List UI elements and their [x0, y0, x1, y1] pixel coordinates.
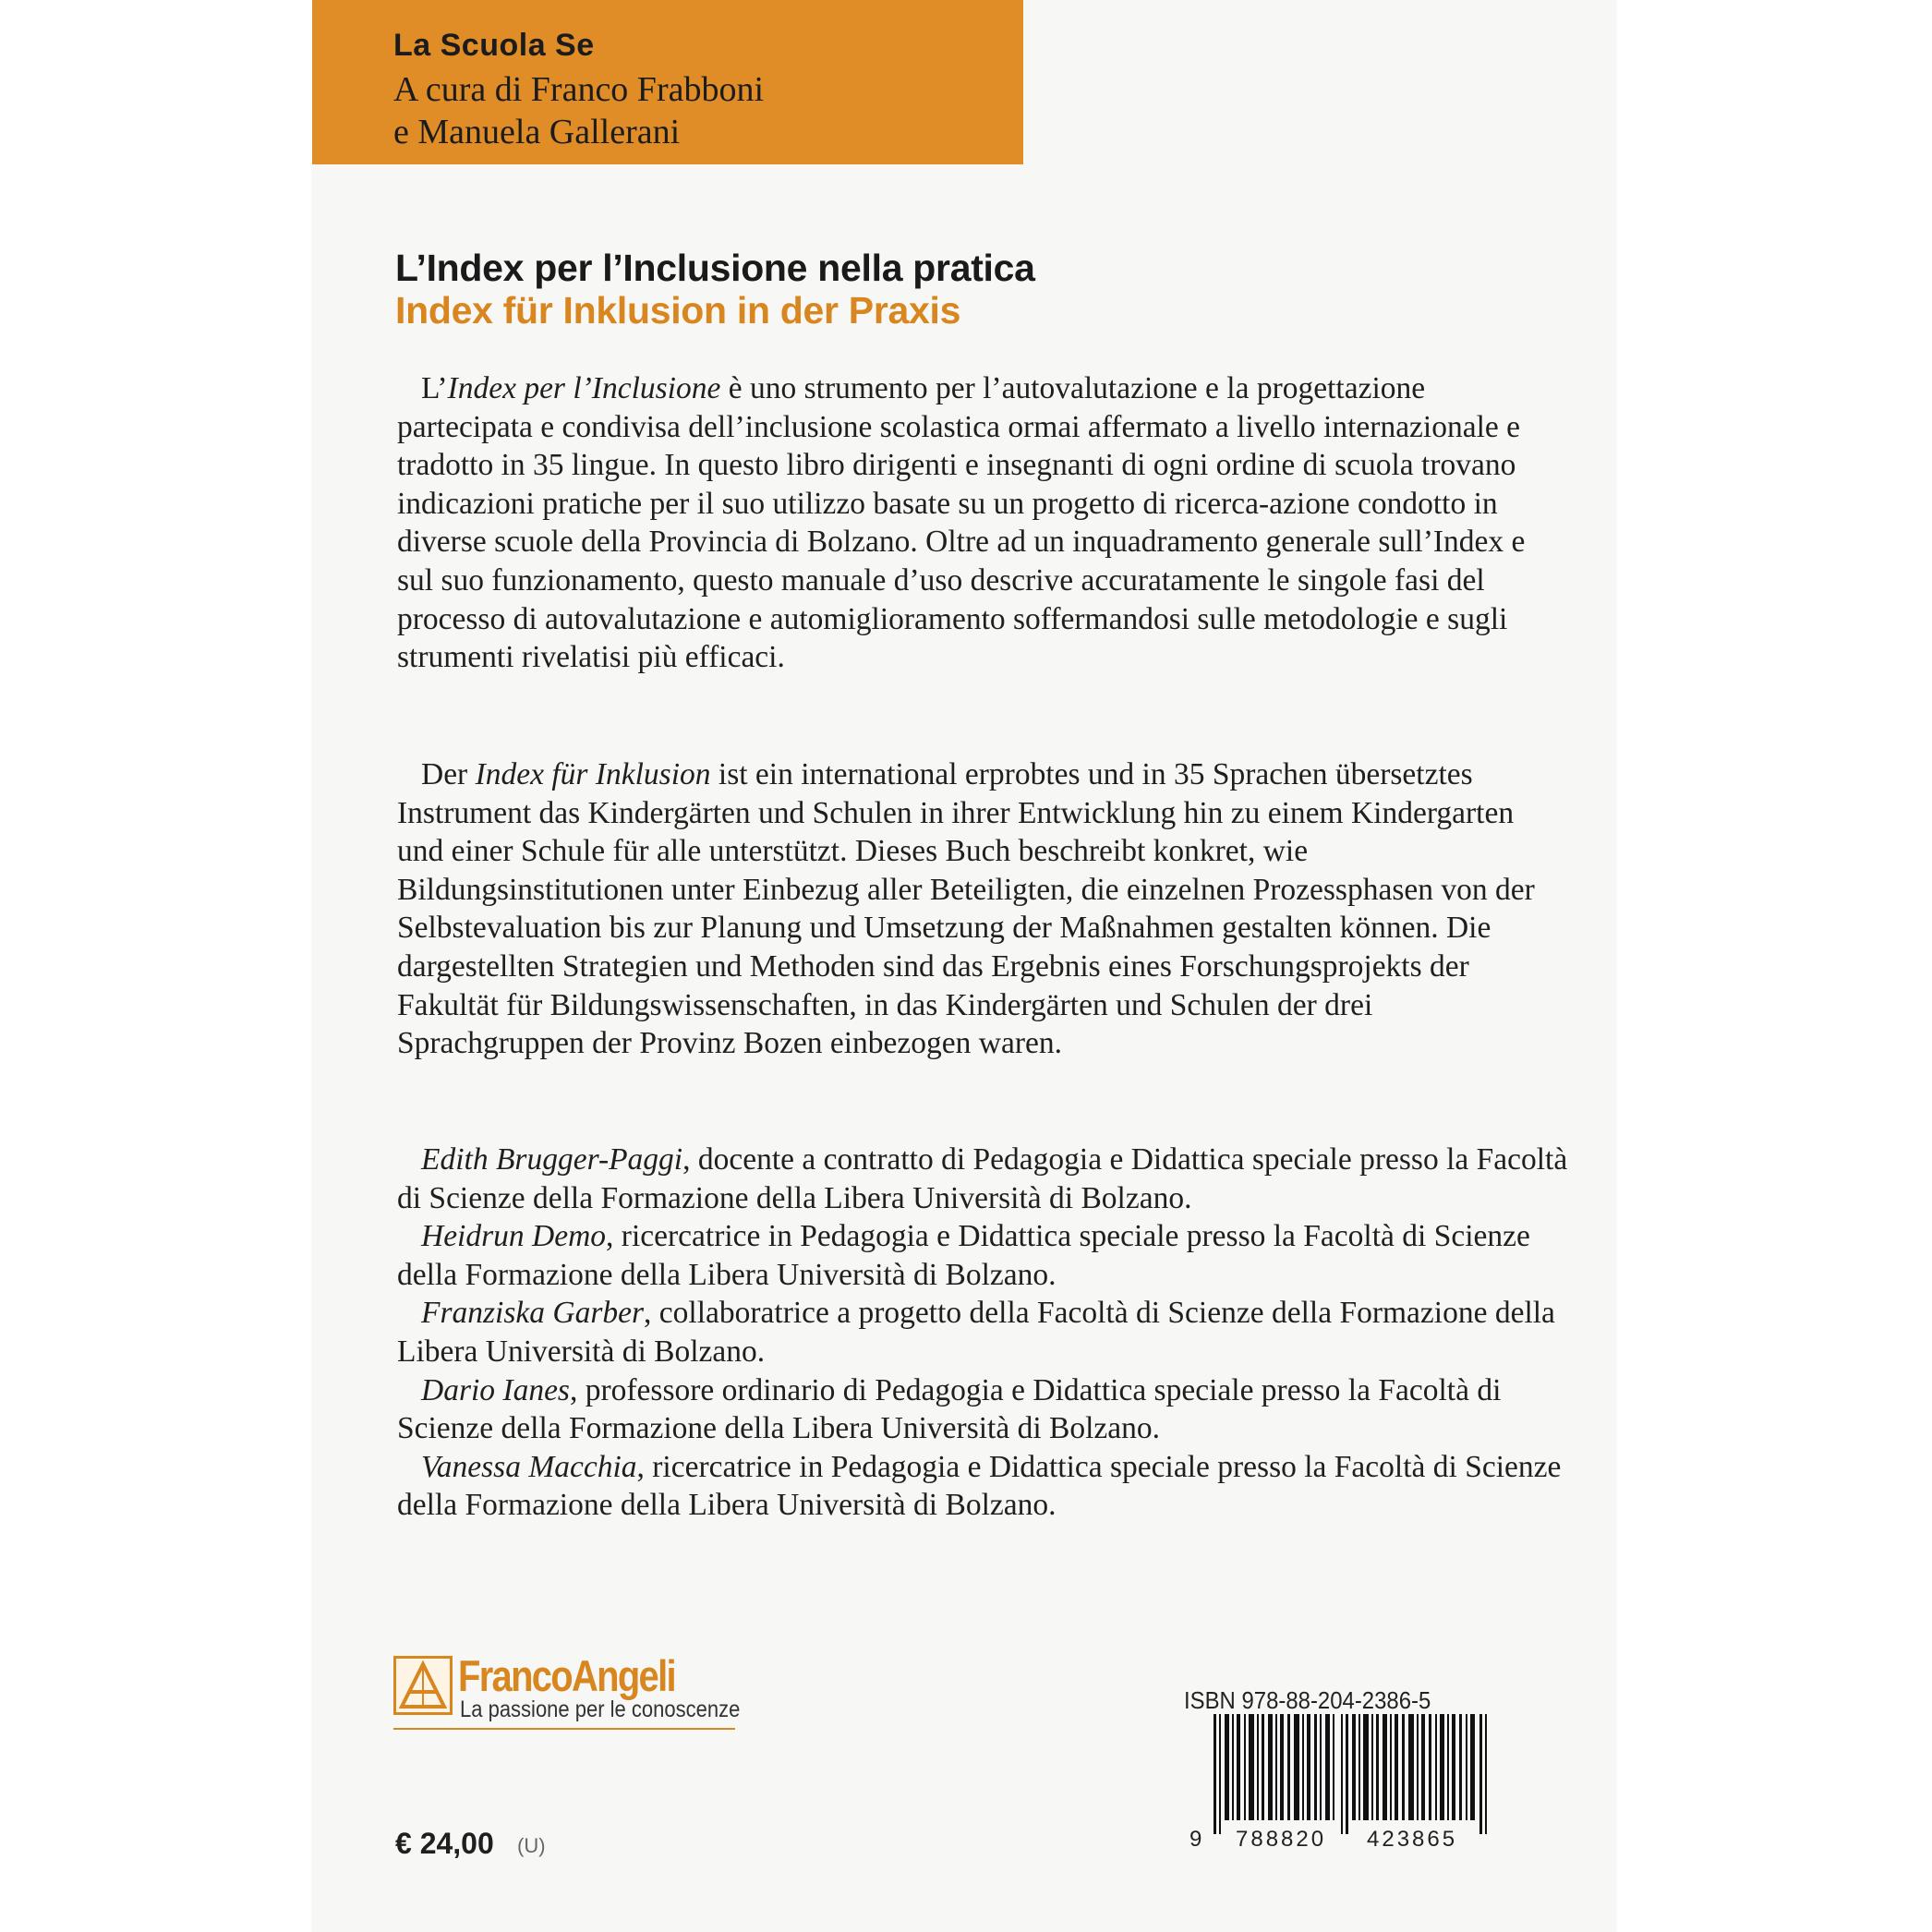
series-band [312, 0, 1023, 164]
barcode-digits-right: 423865 [1367, 1827, 1458, 1852]
author-name: Heidrun Demo [421, 1219, 607, 1254]
author-description: , ricercatrice in Pedagogia e Didattica speciale presso la Facoltà di Scienze della Formazione della Libera Università di Bolzano. [397, 1219, 1530, 1292]
title-german: Index für Inklusion in der Praxis [395, 289, 961, 332]
author-name: Edith Brugger-Paggi [421, 1142, 683, 1177]
author-bio [397, 1217, 1598, 1294]
italian-blurb [397, 369, 1552, 677]
publisher-logo-icon [393, 1656, 453, 1715]
author-bio [397, 1371, 1598, 1448]
german-italic-title: Index für Inklusion [475, 757, 711, 791]
price-code: (U) [517, 1834, 546, 1857]
series-name: La Scuola Se [393, 28, 595, 63]
publisher-tagline: La passione per le conoscenze [460, 1697, 741, 1722]
barcode [1214, 1714, 1491, 1834]
german-text: ist ein international erprobtes und in 35 Sprachen übersetztes Instrument das Kindergärten und Schulen in ihrer Entwicklung hin zu einem Kindergarten und einer Schule für alle unterstützt. Dieses Buch beschreibt konkret, wie Bildungsinstitutionen unter Einbezug aller Beteiligten, die einzelnen Prozessphasen von der Selbstevaluation bis zur Planung und Umsetzung der Maßnahmen gestalten können. Die dargestellten Strategien und Methoden sind das Ergebnis eines Forschungsprojekts der Fakultät für Bildungswissenschaften, in das Kindergärten und Schulen der drei Sprachgruppen der Provinz Bozen einbezogen waren. [397, 757, 1535, 1061]
author-bio [397, 1141, 1598, 1217]
italian-lead: L’ [421, 371, 448, 405]
author-bios [397, 1141, 1598, 1525]
publisher-name: FrancoAngeli [458, 1651, 675, 1700]
price: € 24,00 [395, 1827, 494, 1860]
author-name: Vanessa Macchia [421, 1449, 637, 1484]
editors-line-1: A cura di Franco Frabboni [393, 70, 765, 109]
italian-paragraph [397, 369, 1552, 677]
author-description: , collaboratrice a progetto della Facoltà di Scienze della Formazione della Libera Università di Bolzano. [397, 1296, 1555, 1369]
title-italian: L’Index per l’Inclusione nella pratica [395, 247, 1035, 289]
editors-line-2: e Manuela Gallerani [393, 113, 681, 151]
book-titles [395, 245, 1035, 330]
author-name: Dario Ianes [421, 1372, 570, 1407]
italian-text: è uno strumento per l’autovalutazione e la progettazione partecipata e condivisa dell’inclusione scolastica ormai affermato a livello internazionale e tradotto in 35 lingue. In questo libro dirigenti e insegnanti di ogni ordine di scuola trovano indicazioni pratiche per il suo utilizzo basate su un progetto di ricerca-azione condotto in diverse scuole della Provincia di Bolzano. Oltre ad un inquadramento generale sull’Index e sul suo funzionamento, questo manuale d’uso descrive accuratamente le singole fasi del processo di autovalutazione e automiglioramento soffermandosi sulle metodologie e sugli strumenti rivelatisi più efficaci. [397, 371, 1526, 675]
isbn-label: ISBN 978-88-204-2386-5 [1184, 1686, 1431, 1714]
back-cover [312, 0, 1616, 1932]
publisher-logo [393, 1648, 741, 1730]
logo-underline [393, 1728, 735, 1730]
author-description: , ricercatrice in Pedagogia e Didattica speciale presso la Facoltà di Scienze della Formazione della Libera Università di Bolzano. [397, 1449, 1562, 1523]
author-bio [397, 1294, 1598, 1371]
author-description: , docente a contratto di Pedagogia e Didattica speciale presso la Facoltà di Scienze della Formazione della Libera Università di Bolzano. [397, 1142, 1568, 1215]
author-name: Franziska Garber [421, 1296, 645, 1331]
barcode-digit-first: 9 [1189, 1827, 1202, 1852]
editors [393, 68, 764, 153]
italian-italic-title: Index per l’Inclusione [447, 371, 721, 405]
author-description: , professore ordinario di Pedagogia e Didattica speciale presso la Facoltà di Scienze della Formazione della Libera Università di Bolzano. [397, 1372, 1502, 1446]
german-lead: Der [421, 757, 476, 791]
barcode-digits-left: 788820 [1236, 1827, 1327, 1852]
german-blurb [397, 755, 1552, 1063]
author-bio [397, 1448, 1598, 1525]
german-paragraph [397, 755, 1552, 1063]
